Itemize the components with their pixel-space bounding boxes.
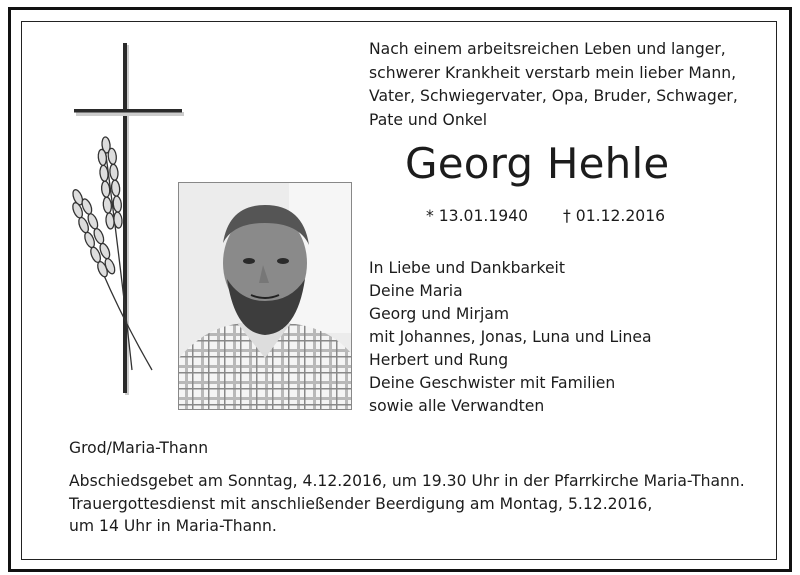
- mourner-line: In Liebe und Dankbarkeit: [369, 259, 565, 277]
- birth-date: * 13.01.1940: [426, 207, 529, 225]
- place-name: Grod/Maria-Thann: [69, 439, 209, 457]
- mourner-line: mit Johannes, Jonas, Luna und Linea: [369, 328, 652, 346]
- intro-line: Nach einem arbeitsreichen Leben und langer,: [369, 40, 726, 58]
- mourner-line: sowie alle Verwandten: [369, 397, 545, 415]
- mourners-list: [369, 257, 652, 418]
- service-details: [69, 470, 745, 538]
- service-line: Trauergottesdienst mit anschließender Beerdigung am Montag, 5.12.2016,: [69, 494, 653, 513]
- service-line: um 14 Uhr in Maria-Thann.: [69, 517, 277, 535]
- intro-text: [369, 38, 738, 132]
- intro-line: Pate und Onkel: [369, 110, 488, 129]
- wheat-ears-icon: [66, 136, 152, 370]
- mourner-line: Georg und Mirjam: [369, 305, 510, 323]
- portrait-photo: [178, 182, 352, 410]
- mourner-line: Herbert und Rung: [369, 351, 509, 369]
- deceased-name: Georg Hehle: [405, 139, 670, 188]
- mourner-line: Deine Maria: [369, 282, 463, 300]
- mourner-line: Deine Geschwister mit Familien: [369, 374, 616, 392]
- intro-line: Vater, Schwiegervater, Opa, Bruder, Schwager,: [369, 87, 738, 105]
- intro-line: schwerer Krankheit verstarb mein lieber Mann,: [369, 63, 737, 82]
- service-line: Abschiedsgebet am Sonntag, 4.12.2016, um 19.30 Uhr in der Pfarrkirche Maria-Thann.: [69, 472, 745, 490]
- death-date: † 01.12.2016: [563, 207, 666, 225]
- life-dates: [426, 206, 665, 226]
